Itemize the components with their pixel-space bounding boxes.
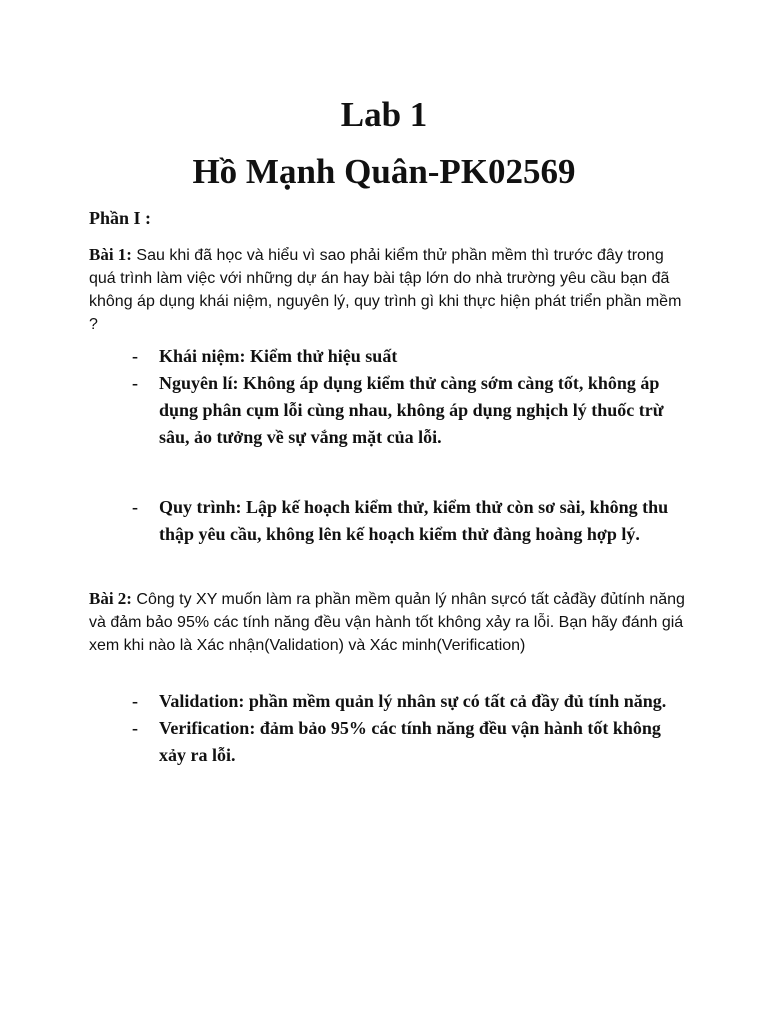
list-item-text: Quy trình: Lập kế hoạch kiểm thử, kiểm thử còn sơ sài, không thu thập yêu cầu, không lên kế hoạch kiểm thử đàng hoàng hợp lý. (159, 497, 669, 544)
bullet-dash: - (132, 373, 138, 393)
list-item-text: Nguyên lí: Không áp dụng kiểm thử càng sớm càng tốt, không áp dụng phân cụm lỗi cùng nhau, không áp dụng nghịch lý thuốc trừ sâu, ảo tưởng về sự vắng mặt của lỗi. (159, 373, 664, 447)
list-item (0, 688, 689, 715)
list-item (0, 494, 689, 548)
list-item-text: Khái niệm: Kiểm thử hiệu suất (159, 346, 398, 366)
question-2 (89, 587, 687, 657)
question-2-text: Công ty XY muốn làm ra phần mềm quản lý nhân sựcó tất cảđầy đủtính năng và đảm bảo 95% các tính năng đều vận hành tốt không xảy ra lỗi. Bạn hãy đánh giá xem khi nào là Xác nhận(Validation) và Xác minh(Verification) (89, 591, 685, 654)
list-item (0, 370, 689, 451)
question-1 (89, 243, 689, 336)
answer-list-1 (0, 343, 768, 451)
section-label: Phần I : (89, 208, 152, 228)
document-title: Lab 1 (340, 95, 428, 134)
question-1-label: Bài 1: (89, 245, 132, 264)
list-item-text: Validation: phần mềm quản lý nhân sự có tất cả đầy đủ tính năng. (159, 691, 667, 711)
author-title: Hồ Mạnh Quân-PK02569 (192, 152, 576, 191)
bullet-dash: - (132, 718, 138, 738)
question-1-text: Sau khi đã học và hiểu vì sao phải kiểm thử phần mềm thì trước đây trong quá trình làm việc với những dự án hay bài tập lớn do nhà trường yêu cầu bạn đã không áp dụng khái niệm, nguyên lý, quy trình gì khi thực hiện phát triển phần mềm ? (89, 247, 682, 333)
bullet-dash: - (132, 691, 138, 711)
list-item (0, 715, 689, 769)
bullet-dash: - (132, 497, 138, 517)
answer-list-2 (0, 688, 768, 769)
bullet-dash: - (132, 346, 138, 366)
list-item-text: Verification: đảm bảo 95% các tính năng đều vận hành tốt không xảy ra lỗi. (159, 718, 661, 765)
question-2-label: Bài 2: (89, 589, 132, 608)
list-item (0, 343, 689, 370)
answer-list-1b (0, 494, 768, 548)
